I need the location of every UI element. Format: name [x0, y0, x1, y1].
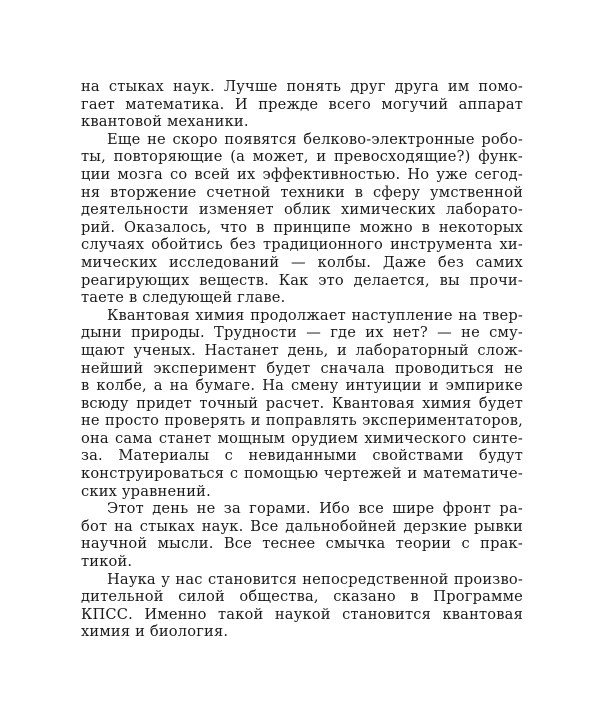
text-line: щают ученых. Настанет день, и лабораторный слож-	[81, 341, 523, 359]
text-line: Квантовая химия продолжает наступление на твер-	[107, 306, 523, 324]
paragraph	[81, 571, 523, 641]
text-line: на стыках наук. Лучше понять друг друга им помо-	[81, 78, 523, 95]
text-line: таете в следующей главе.	[81, 289, 286, 307]
text-line: конструироваться с помощью чертежей и математиче-	[81, 465, 523, 483]
text-line: дыни природы. Трудности — где их нет? — не сму-	[81, 324, 523, 342]
text-line: не просто проверять и поправлять экспериментаторов,	[81, 412, 523, 430]
text-line: научной мысли. Все теснее смычка теории с прак-	[81, 535, 523, 553]
text-line: тикой.	[81, 553, 133, 571]
text-line: в колбе, а на бумаге. На смену интуиции и эмпирике	[81, 377, 523, 395]
paragraph	[81, 500, 523, 570]
text-line: она сама станет мощным орудием химического синте-	[81, 429, 523, 447]
text-line: за. Материалы с невиданными свойствами будут	[81, 447, 523, 465]
paragraph	[81, 78, 523, 131]
text-line: ции мозга со всей их эффективностью. Но уже сегод-	[81, 165, 523, 183]
text-line: Наука у нас становится непосредственной произво-	[107, 570, 523, 588]
text-line: квантовой механики.	[81, 113, 249, 131]
text-line: Еще не скоро появятся белково-электронные робо-	[107, 130, 523, 148]
text-line: всюду придет точный расчет. Квантовая химия будет	[81, 394, 523, 412]
paragraph	[81, 131, 523, 307]
text-line: ня вторжение счетной техники в сферу умственной	[81, 183, 523, 201]
text-line: реагирующих веществ. Как это делается, вы прочи-	[81, 271, 523, 289]
text-line: случаях обойтись без традиционного инструмента хи-	[81, 236, 523, 254]
text-line: гает математика. И прежде всего могучий аппарат	[81, 95, 523, 113]
text-line: ских уравнений.	[81, 482, 211, 500]
text-line: Этот день не за горами. Ибо все шире фронт ра-	[107, 500, 523, 518]
text-line: химия и биология.	[81, 623, 229, 641]
book-page-text	[81, 78, 523, 641]
text-line: дительной силой общества, сказано в Программе	[81, 588, 523, 606]
text-line: мических исследований — колбы. Даже без самих	[81, 253, 523, 271]
text-line: КПСС. Именно такой наукой становится квантовая	[81, 605, 523, 623]
text-line: ты, повторяющие (а может, и превосходящие?) функ-	[81, 148, 523, 166]
text-line: нейший эксперимент будет сначала проводиться не	[81, 359, 523, 377]
text-line: рий. Оказалось, что в принципе можно в некоторых	[81, 218, 523, 236]
text-line: бот на стыках наук. Все дальнобойней дерзкие рывки	[81, 517, 523, 535]
text-line: деятельности изменяет облик химических лаборато-	[81, 201, 523, 219]
paragraph	[81, 307, 523, 501]
